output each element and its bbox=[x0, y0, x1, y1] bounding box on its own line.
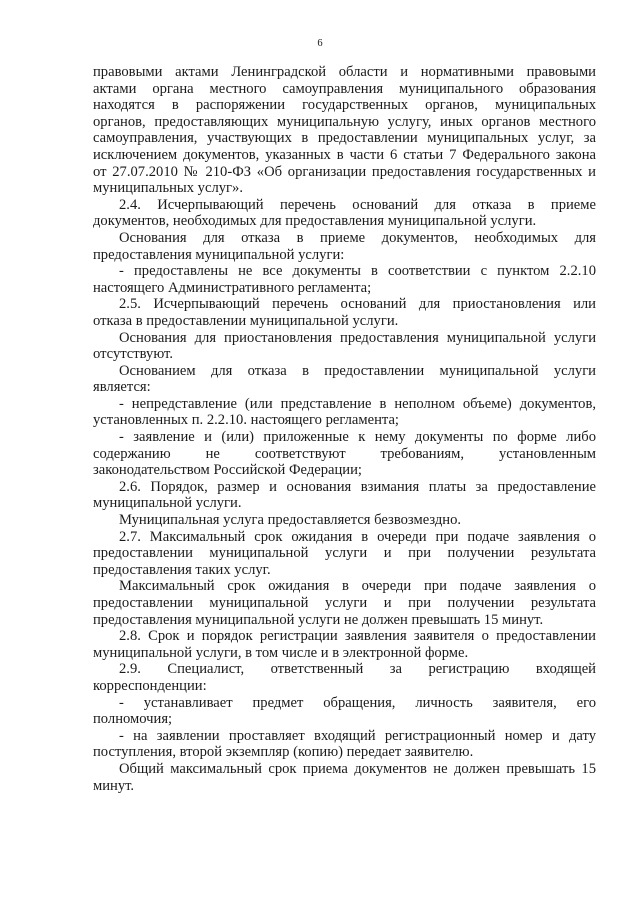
text-line: предоставлении муниципальной услуги и при получении результата bbox=[93, 545, 596, 562]
text-line: Основанием для отказа в предоставлении муниципальной услуги bbox=[119, 362, 596, 379]
text-line: - непредставление (или представление в неполном объеме) документов, bbox=[119, 395, 596, 412]
text-line: предоставлении муниципальной услуги и при получении результата bbox=[93, 595, 596, 611]
text-line: муниципальной услуги, в том числе и в электронной форме. bbox=[93, 644, 469, 661]
text-line: самоуправления, участвующих в предоставлении муниципальных услуг, за bbox=[93, 130, 596, 147]
text-line: отказа в предоставлении муниципальной услуги. bbox=[93, 312, 399, 329]
text-line: установленных п. 2.2.10. настоящего регламента; bbox=[93, 412, 399, 429]
text-line: 2.5. Исчерпывающий перечень оснований для приостановления или bbox=[119, 296, 596, 313]
text-line: 2.9. Специалист, ответственный за регистрацию входящей bbox=[119, 661, 596, 678]
text-line: содержанию не соответствуют требованиям, установленным bbox=[93, 445, 596, 462]
text-line: - устанавливает предмет обращения, личность заявителя, его bbox=[119, 694, 596, 711]
text-line: документов, необходимых для предоставления муниципальной услуги. bbox=[93, 213, 537, 230]
text-line: является: bbox=[93, 379, 151, 396]
text-line: муниципальной услуги. bbox=[93, 495, 242, 512]
text-line: Общий максимальный срок приема документов не должен превышать 15 bbox=[119, 760, 596, 777]
text-line: 2.8. Срок и порядок регистрации заявления заявителя о предоставлении bbox=[119, 628, 596, 645]
text-line: от 27.07.2010 № 210-ФЗ «Об организации предоставления государственных и bbox=[93, 163, 596, 180]
text-line: минут. bbox=[93, 777, 135, 794]
text-line: правовыми актами Ленинградской области и нормативными правовыми bbox=[93, 64, 596, 80]
text-line: предоставления муниципальной услуги: bbox=[93, 246, 345, 263]
text-line: предоставления таких услуг. bbox=[93, 561, 271, 578]
text-line: отсутствуют. bbox=[93, 346, 173, 363]
text-line: настоящего Административного регламента; bbox=[93, 279, 372, 296]
text-line: законодательством Российской Федерации; bbox=[93, 462, 362, 479]
text-line: 2.7. Максимальный срок ожидания в очереди при подаче заявления о bbox=[119, 528, 596, 545]
text-line: предоставления муниципальной услуги не должен превышать 15 минут. bbox=[93, 611, 544, 628]
text-line: находятся в распоряжении государственных органов, муниципальных bbox=[93, 97, 596, 114]
page-number: 6 bbox=[317, 38, 323, 49]
text-line: Основания для приостановления предоставления муниципальной услуги bbox=[119, 329, 596, 346]
text-line: Максимальный срок ожидания в очереди при подаче заявления о bbox=[119, 578, 596, 595]
text-line: - на заявлении проставляет входящий регистрационный номер и дату bbox=[119, 727, 596, 744]
text-line: полномочия; bbox=[93, 711, 173, 728]
text-line: органов, предоставляющих муниципальную услугу, иных органов местного bbox=[93, 113, 596, 130]
text-line: 2.4. Исчерпывающий перечень оснований для отказа в приеме bbox=[119, 196, 596, 213]
text-line: Муниципальная услуга предоставляется безвозмездно. bbox=[119, 512, 462, 529]
text-line: - предоставлены не все документы в соответствии с пунктом 2.2.10 bbox=[119, 263, 596, 280]
text-line: поступления, второй экземпляр (копию) передает заявителю. bbox=[93, 744, 474, 761]
text-line: - заявление и (или) приложенные к нему документы по форме либо bbox=[119, 429, 596, 446]
text-line: актами органа местного самоуправления муниципального образования bbox=[93, 80, 596, 97]
body-text bbox=[93, 64, 596, 794]
text-line: муниципальных услуг». bbox=[93, 180, 243, 197]
text-line: корреспонденции: bbox=[93, 677, 207, 694]
text-line: исключением документов, указанных в части 6 статьи 7 Федерального закона bbox=[93, 146, 596, 163]
text-line: Основания для отказа в приеме документов, необходимых для bbox=[119, 229, 596, 246]
text-line: 2.6. Порядок, размер и основания взимания платы за предоставление bbox=[119, 478, 596, 495]
